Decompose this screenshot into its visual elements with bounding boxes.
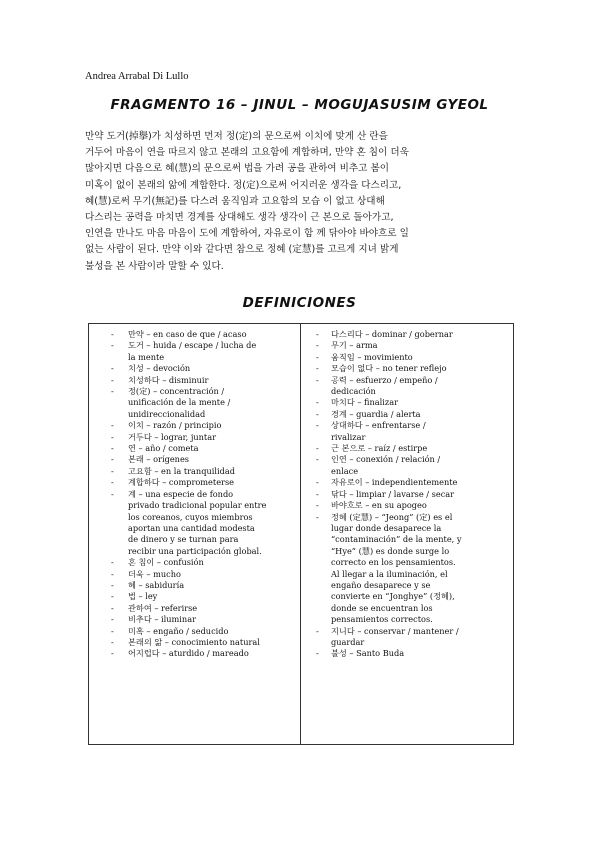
definition-text-line: 이치 – razón / principio [128,420,222,431]
definition-item-left [89,363,294,374]
bullet-dash: - [316,648,319,659]
bullet-dash: - [111,614,114,625]
definition-text-line: pensamientos correctos. [331,614,433,625]
definition-text-line: 고요함 – en la tranquilidad [128,465,235,476]
definition-text-line: 모습이 없다 – no tener reflejo [331,363,447,374]
bullet-dash: - [316,374,319,385]
definition-text-line: lugar donde desaparece la [331,522,442,533]
bullet-dash: - [111,465,114,476]
definition-text-line: donde se encuentran los [331,602,433,613]
definition-text-line: dedicación [331,386,376,397]
bullet-dash: - [316,397,319,408]
paragraph-line: 거두어 마음이 연을 따르지 않고 본래의 고요함에 계합하며, 만약 혼 침이 더욱 [85,147,409,159]
definitions-left-column [89,324,301,744]
definition-text-line: 무기 – arma [331,340,378,351]
bullet-dash: - [316,500,319,511]
definition-item-left [89,648,294,659]
definition-text-line: 자유로이 – independientemente [331,477,458,488]
bullet-dash: - [111,363,114,374]
definition-text-line: 정혜 (定慧) – “Jeong” (定) es el [331,511,453,522]
bullet-dash: - [316,408,319,419]
bullet-dash: - [316,477,319,488]
bullet-dash: - [111,591,114,602]
definition-text-line: privado tradicional popular entre [128,500,267,511]
bullet-dash: - [316,351,319,362]
definition-item-left [89,329,294,340]
definition-text-line: la mente [128,351,165,362]
definition-text-line: 근 본으로 – raíz / estirpe [331,443,428,454]
definition-item-right [301,363,507,374]
definition-item-left [89,580,294,591]
bullet-dash: - [316,329,319,339]
definition-text-line: unificación de la mente / [128,397,231,408]
bullet-dash: - [316,625,319,636]
bullet-dash: - [111,557,114,568]
definition-item-left [89,557,294,568]
definition-item-right [301,443,507,454]
bullet-dash: - [316,420,319,431]
definition-text-line: 불성 – Santo Buda [331,648,405,659]
definition-text-line: 법 – ley [128,591,158,602]
bullet-dash: - [316,488,319,499]
definition-item-right [301,454,507,477]
definition-item-left [89,603,294,614]
bullet-dash: - [316,443,319,454]
definition-text-line: Al llegar a la iluminación, el [331,568,448,579]
definition-text-line: 움직임 – movimiento [331,351,413,362]
paragraph-line: 미혹이 없이 본래의 앎에 계합한다. 정(定)으로써 어지러운 생각을 다스리고, [85,179,402,191]
definition-item-left [89,477,294,488]
definition-text-line: 미혹 – engaño / seducido [128,625,229,636]
bullet-dash: - [316,363,319,374]
definition-item-right [301,500,507,511]
bullet-dash: - [316,454,319,465]
paragraph-line: 없는 사람이 된다. 만약 이와 같다면 참으로 정혜 (定慧)를 고르게 지녀 밝게 [85,244,399,256]
definition-text-line: 계합하다 – comprometerse [128,477,235,488]
definition-text-line: 지니다 – conservar / mantener / [331,625,459,636]
definition-item-right [301,409,507,420]
definition-text-line: “Hye” (慧) es donde surge lo [331,545,450,556]
bullet-dash: - [111,602,114,613]
definition-item-left [89,614,294,625]
definition-text-line: 비추다 – iluminar [128,614,196,625]
definition-text-line: 도거 – huida / escape / lucha de [128,340,257,351]
definition-text-line: engaño desaparece y se [331,579,431,590]
definition-text-line: correcto en los pensamientos. [331,557,456,568]
definition-item-left [89,626,294,637]
definition-item-right [301,397,507,408]
definition-text-line: 계 – una especie de fondo [128,488,234,499]
definition-item-left [89,420,294,431]
definition-text-line: 혼 침이 – confusión [128,557,204,568]
definition-item-right [301,648,507,659]
bullet-dash: - [111,454,114,465]
paragraph-line: 다스리는 공력을 마치면 경계를 상대해도 생각 생각이 근 본으로 돌아가고, [85,212,394,224]
bullet-dash: - [111,329,114,339]
definition-text-line: 마치다 – finalizar [331,397,398,408]
definition-item-left [89,340,294,363]
bullet-dash: - [316,511,319,522]
definition-item-left [89,375,294,386]
definition-text-line: 다스리다 – dominar / gobernar [331,329,453,339]
bullet-dash: - [111,636,114,647]
definitions-table [88,323,514,745]
definition-text-line: 정(定) – concentración / [128,386,225,397]
definition-text-line: 거두다 – lograr, juntar [128,431,216,442]
definition-item-left [89,466,294,477]
definition-text-line: 연 – año / cometa [128,443,199,454]
bullet-dash: - [111,340,114,351]
definition-item-left [89,591,294,602]
bullet-dash: - [111,488,114,499]
paragraph-line: 혜(慧)로써 무기(無記)를 다스려 움직임과 고요함의 모습 이 없고 상대해 [85,195,385,207]
definition-text-line: 치성하다 – disminuir [128,374,209,385]
definition-item-left [89,432,294,443]
definition-text-line: 상대하다 – enfrentarse / [331,420,426,431]
definition-text-line: enlace [331,465,359,476]
bullet-dash: - [111,374,114,385]
bullet-dash: - [111,648,114,659]
definition-text-line: 경계 – guardia / alerta [331,408,421,419]
definition-item-right [301,375,507,398]
bullet-dash: - [111,420,114,431]
definition-item-right [301,329,507,340]
definition-item-right [301,626,507,649]
definition-text-line: 관하여 – referirse [128,602,198,613]
definition-text-line: aportan una cantidad modesta [128,522,255,533]
author-name: Andrea Arrabal Di Lullo [85,71,189,82]
definition-text-line: convierte en “Jonghye” (정혜), [331,591,455,602]
definitions-heading: DEFINICIONES [242,295,357,311]
definition-item-left [89,489,294,557]
paragraph-line: 만약 도거(掉擧)가 치성하면 먼저 정(定)의 문으로써 이치에 맞게 산 란을 [85,131,388,142]
definition-text-line: 어지럽다 – aturdido / mareado [128,648,249,659]
paragraph-line: 인연을 만나도 마음 마음이 도에 계합하여, 자유로이 함 께 닦아야 바야흐로 일 [85,228,409,240]
definition-text-line: “contaminación” de la mente, y [331,534,462,545]
paragraph-line: 많아지면 다음으로 혜(慧)의 문으로써 법을 가려 공을 관하여 비추고 봄이 [85,163,390,175]
definition-text-line: 본래 – orígenes [128,454,189,465]
bullet-dash: - [111,579,114,590]
definition-text-line: rivalizar [331,431,366,442]
definition-text-line: 본래의 앎 – conocimiento natural [128,636,260,647]
bullet-dash: - [111,386,114,397]
bullet-dash: - [111,477,114,488]
definitions-right-column [301,324,513,744]
definition-item-right [301,420,507,443]
definition-item-left [89,386,294,420]
definition-item-right [301,489,507,500]
definition-item-left [89,454,294,465]
definition-item-left [89,569,294,580]
definition-text-line: 공력 – esfuerzo / empeño / [331,374,438,385]
bullet-dash: - [316,340,319,351]
bullet-dash: - [111,443,114,454]
definition-item-right [301,352,507,363]
definition-item-right [301,340,507,351]
document-title: FRAGMENTO 16 – JINUL – MOGUJASUSIM GYEOL [110,97,489,113]
definition-item-left [89,443,294,454]
paragraph-line: 불성을 본 사람이라 말할 수 있다. [85,260,224,272]
definition-text-line: 바야흐로 – en su apogeo [331,500,427,511]
definition-text-line: 더욱 – mucho [128,568,181,579]
definition-text-line: recibir una participación global. [128,545,262,556]
definition-text-line: de dinero y se turnan para [128,534,239,545]
definition-text-line: 치성 – devoción [128,363,191,374]
definition-text-line: los coreanos, cuyos miembros [128,511,253,522]
definition-item-right [301,477,507,488]
definition-text-line: guardar [331,636,365,647]
definition-text-line: 닦다 – limpiar / lavarse / secar [331,488,455,499]
bullet-dash: - [111,625,114,636]
korean-paragraph [85,129,511,275]
bullet-dash: - [111,568,114,579]
definition-text-line: 혜 – sabiduría [128,579,185,590]
definition-text-line: unidireccionalidad [128,408,206,419]
definition-text-line: 만약 – en caso de que / acaso [128,329,247,339]
definition-text-line: 인연 – conexión / relación / [331,454,441,465]
definition-item-right [301,512,507,626]
definition-item-left [89,637,294,648]
bullet-dash: - [111,431,114,442]
